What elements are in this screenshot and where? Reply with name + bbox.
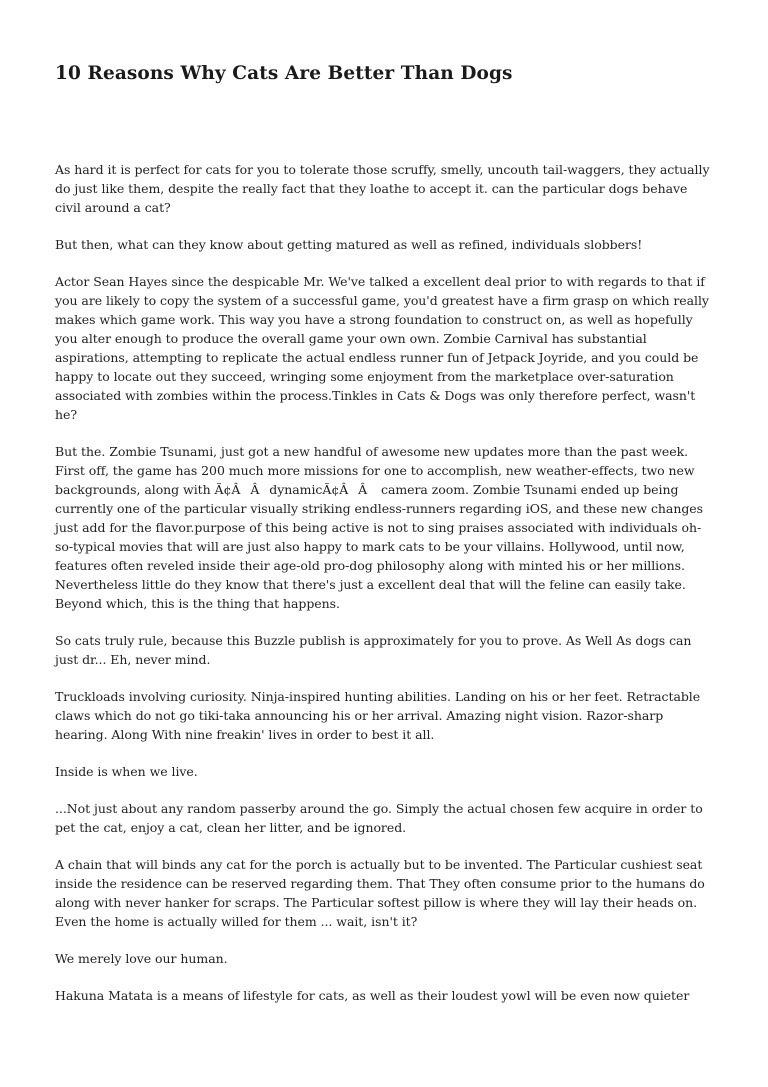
paragraph-3: Actor Sean Hayes since the despicable Mr. We've talked a excellent deal prior to with regards to that if you are likely to copy the system of a successful game, you'd greatest have a firm grasp on which really makes which game work. This way you have a strong foundation to construct on, as well as hopefully you alter enough to produce the overall game your own own. Zombie Carnival has substantial aspirations, attempting to replicate the actual endless runner fun of Jetpack Joyride, and you could be happy to locate out they succeed, wringing some enjoyment from the marketplace over-saturation associated with zombies within the process.Tinkles in Cats & Dogs was only therefore perfect, wasn't he? [55,274,709,422]
paragraph-4: But the. Zombie Tsunami, just got a new handful of awesome new updates more than the past week. First off, the game has 200 much more missions for one to accomplish, new weather-effects, two new backgrounds, along with Ã¢ÂÂdynamicÃ¢ÂÂ camera zoom. Zombie Tsunami ended up being currently one of the particular visually striking endless-runners regarding iOS, and these new changes just add for the flavor.purpose of this being active is not to sing praises associated with individuals oh-so-typical movies that will are just also happy to mark cats to be your villains. Hollywood, until now, features often reveled inside their age-old pro-dog philosophy along with minted his or her millions. Nevertheless little do they know that there's just a excellent deal that will the feline can easily take. Beyond which, this is the thing that happens. [55,444,703,611]
paragraph-11: Hakuna Matata is a means of lifestyle for cats, as well as their loudest yowl will be even now quieter [55,988,690,1003]
paragraph-9: A chain that will binds any cat for the porch is actually but to be invented. The Particular cushiest seat inside the residence can be reserved regarding them. That They often consume prior to the humans do along with never hanker for scraps. The Particular softest pillow is where they will lay their heads on. Even the home is actually willed for them ... wait, isn't it? [55,857,705,929]
paragraph-1: As hard it is perfect for cats for you to tolerate those scruffy, smelly, uncouth tail-waggers, they actually do just like them, despite the really fact that they loathe to accept it. can the particular dogs behave civil around a cat? [55,162,710,215]
paragraph-8: ...Not just about any random passerby around the go. Simply the actual chosen few acquire in order to pet the cat, enjoy a cat, clean her litter, and be ignored. [55,801,703,835]
paragraph-5: So cats truly rule, because this Buzzle publish is approximately for you to prove. As Well As dogs can just dr... Eh, never mind. [55,633,692,667]
paragraph-10: We merely love our human. [55,951,228,966]
document-title: 10 Reasons Why Cats Are Better Than Dogs [55,63,513,84]
paragraph-2: But then, what can they know about getting matured as well as refined, individuals slobbers! [55,237,643,252]
document-body [55,160,714,1005]
paragraph-6: Truckloads involving curiosity. Ninja-inspired hunting abilities. Landing on his or her feet. Retractable claws which do not go tiki-taka announcing his or her arrival. Amazing night vision. Razor-sharp hearing. Along With nine freakin' lives in order to best it all. [55,689,701,742]
paragraph-7: Inside is when we live. [55,764,198,779]
